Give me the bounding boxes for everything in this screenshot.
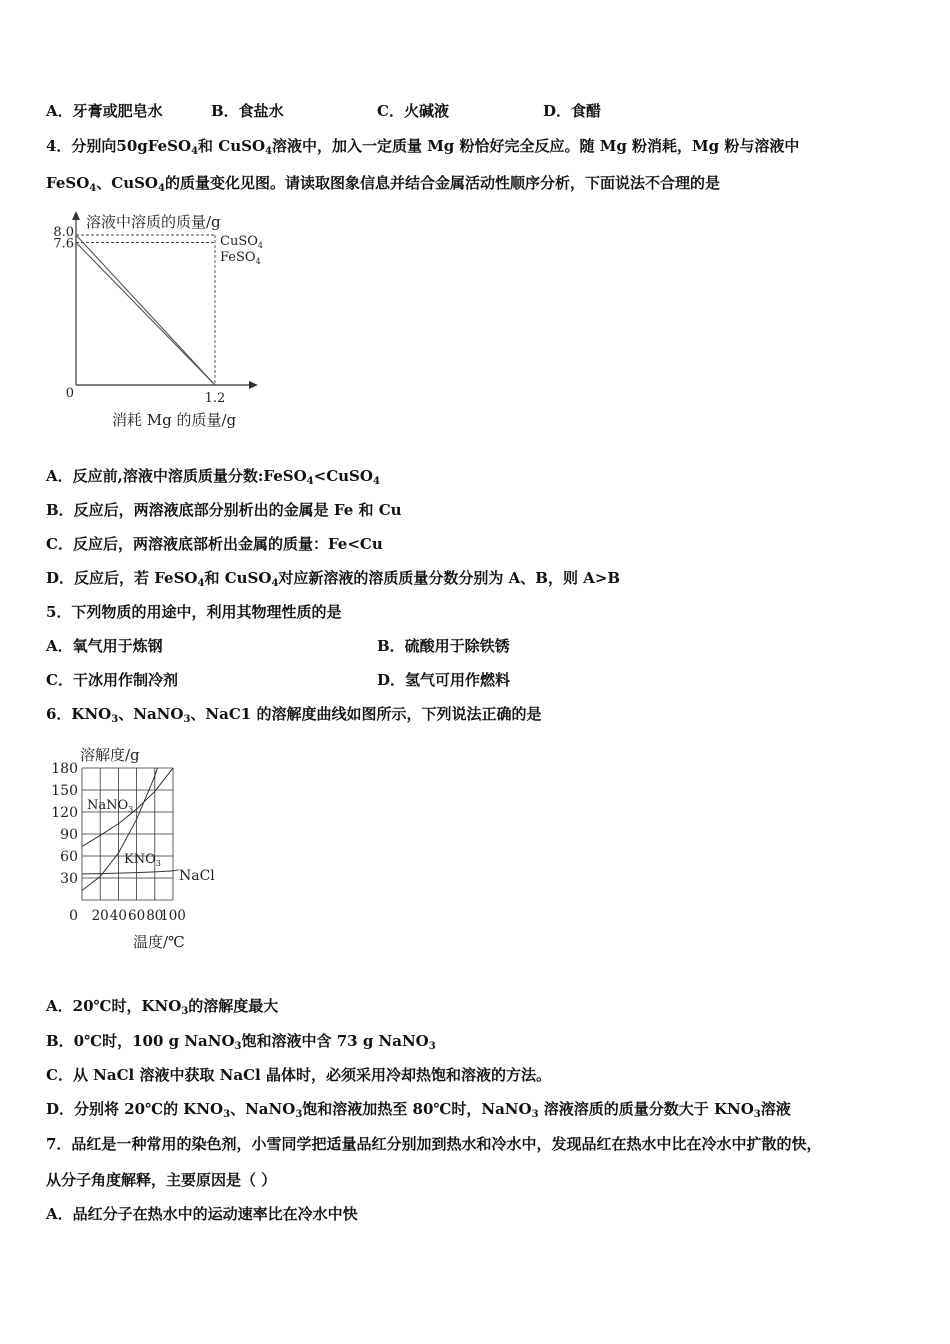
question-4-option-c: C．反应后，两溶液底部析出金属的质量：Fe<Cu: [46, 535, 383, 553]
y-tick-120: 120: [51, 805, 78, 821]
solubility-chart: [45, 740, 235, 955]
x-axis-label: 温度/℃: [133, 933, 185, 951]
x-axis-label: 消耗 Mg 的质量/g: [112, 411, 237, 429]
x-axis-arrow: [249, 381, 258, 389]
chart-labels: [51, 746, 215, 951]
question-4-option-b: B．反应后，两溶液底部分别析出的金属是 Fe 和 Cu: [46, 501, 402, 519]
label-nacl: NaCl: [179, 868, 215, 884]
y-tick-180: 180: [51, 761, 78, 777]
y-tick-7-6: 7.6: [53, 236, 74, 252]
option-d: D．食醋: [543, 102, 602, 120]
question-6-stem: 6．$KNO_3$、NaNO$_3$、NaC1 的溶解度曲线如图所示，下列说法正确的是: [46, 705, 542, 725]
y-tick-90: 90: [60, 827, 78, 843]
series-line-0: [76, 235, 215, 385]
y-tick-150: 150: [51, 783, 78, 799]
y-axis-label: 溶液中溶质的质量/g: [86, 213, 221, 231]
y-axis-arrow: [72, 211, 80, 220]
label-nano3: NaNO$_3$: [87, 798, 134, 814]
y-tick-30: 30: [60, 871, 78, 887]
question-6-option-a: A．20℃时，$KNO_3$的溶解度最大: [46, 997, 279, 1017]
question-6-option-c: C．从 NaCl 溶液中获取 NaCl 晶体时，必须采用冷却热饱和溶液的方法。: [46, 1066, 551, 1084]
x-tick-80: 80: [146, 908, 164, 924]
option-a: A．牙膏或肥皂水: [46, 102, 163, 120]
mass-change-chart: [40, 205, 290, 435]
question-7-option-a: A．品红分子在热水中的运动速率比在冷水中快: [46, 1205, 358, 1223]
question-5-option-d: D．氢气可用作燃料: [377, 671, 511, 689]
question-4-option-a: A．反应前,溶液中溶质质量分数:FeSO$_4$<CuSO$_4$: [46, 467, 380, 487]
legend-feso4: FeSO$_4$: [220, 250, 261, 266]
question-5-option-a: A．氧气用于炼钢: [46, 637, 163, 655]
y-axis-label: 溶解度/g: [80, 746, 140, 764]
legend-cuso4: CuSO$_4$: [220, 234, 263, 250]
question-4-stem-line-1: 4．分别向50gFeSO$_4$和 CuSO$_4$溶液中，加入一定质量 Mg 粉恰好完全反应。随 Mg 粉消耗，Mg 粉与溶液中: [46, 137, 800, 157]
question-7-stem-line-2: 从分子角度解释，主要原因是（ ）: [46, 1171, 277, 1189]
question-4-option-d: D．反应后，若 FeSO$_4$和 CuSO$_4$对应新溶液的溶质质量分数分别为 A、B，则 A>B: [46, 569, 621, 589]
chart-series: [76, 235, 215, 385]
option-b: B．食盐水: [211, 102, 284, 120]
label-kno3: $KNO_3$: [124, 852, 161, 868]
y-tick-8-0: 8.0: [53, 225, 74, 240]
series-line-1: [76, 243, 215, 386]
option-c: C．火碱液: [377, 102, 449, 120]
x-tick-20: 20: [91, 908, 109, 924]
chart-labels: [53, 213, 263, 429]
question-6-option-b: B．0℃时，100 g NaNO$_3$饱和溶液中含 73 g NaNO$_3$: [46, 1032, 436, 1052]
y-tick-60: 60: [60, 849, 78, 865]
series-curve-2: [82, 871, 173, 874]
x-tick-1-2: 1.2: [204, 391, 226, 406]
question-5-option-b: B．硫酸用于除铁锈: [377, 637, 510, 655]
question-6-option-d: D．分别将 20℃的 $KNO_3$、NaNO$_3$饱和溶液加热至 80℃时，NaNO$_3$ 溶液溶质的质量分数大于 $KNO_3$溶液: [46, 1100, 791, 1120]
question-5-option-c: C．干冰用作制冷剂: [46, 671, 178, 689]
question-5-stem: 5．下列物质的用途中，利用其物理性质的是: [46, 603, 342, 621]
x-tick-100: 100: [160, 908, 186, 924]
x-tick-40: 40: [109, 908, 127, 924]
x-tick-0: 0: [69, 908, 78, 924]
x-tick-60: 60: [128, 908, 146, 924]
question-4-stem-line-2: FeSO$_4$、CuSO$_4$的质量变化见图。请读取图象信息并结合金属活动性顺序分析，下面说法不合理的是: [46, 174, 720, 194]
question-7-stem-line-1: 7．品红是一种常用的染色剂，小雪同学把适量品红分别加到热水和冷水中，发现品红在热水中比在冷水中扩散的快，: [46, 1135, 822, 1153]
x-tick-0: 0: [65, 386, 74, 401]
